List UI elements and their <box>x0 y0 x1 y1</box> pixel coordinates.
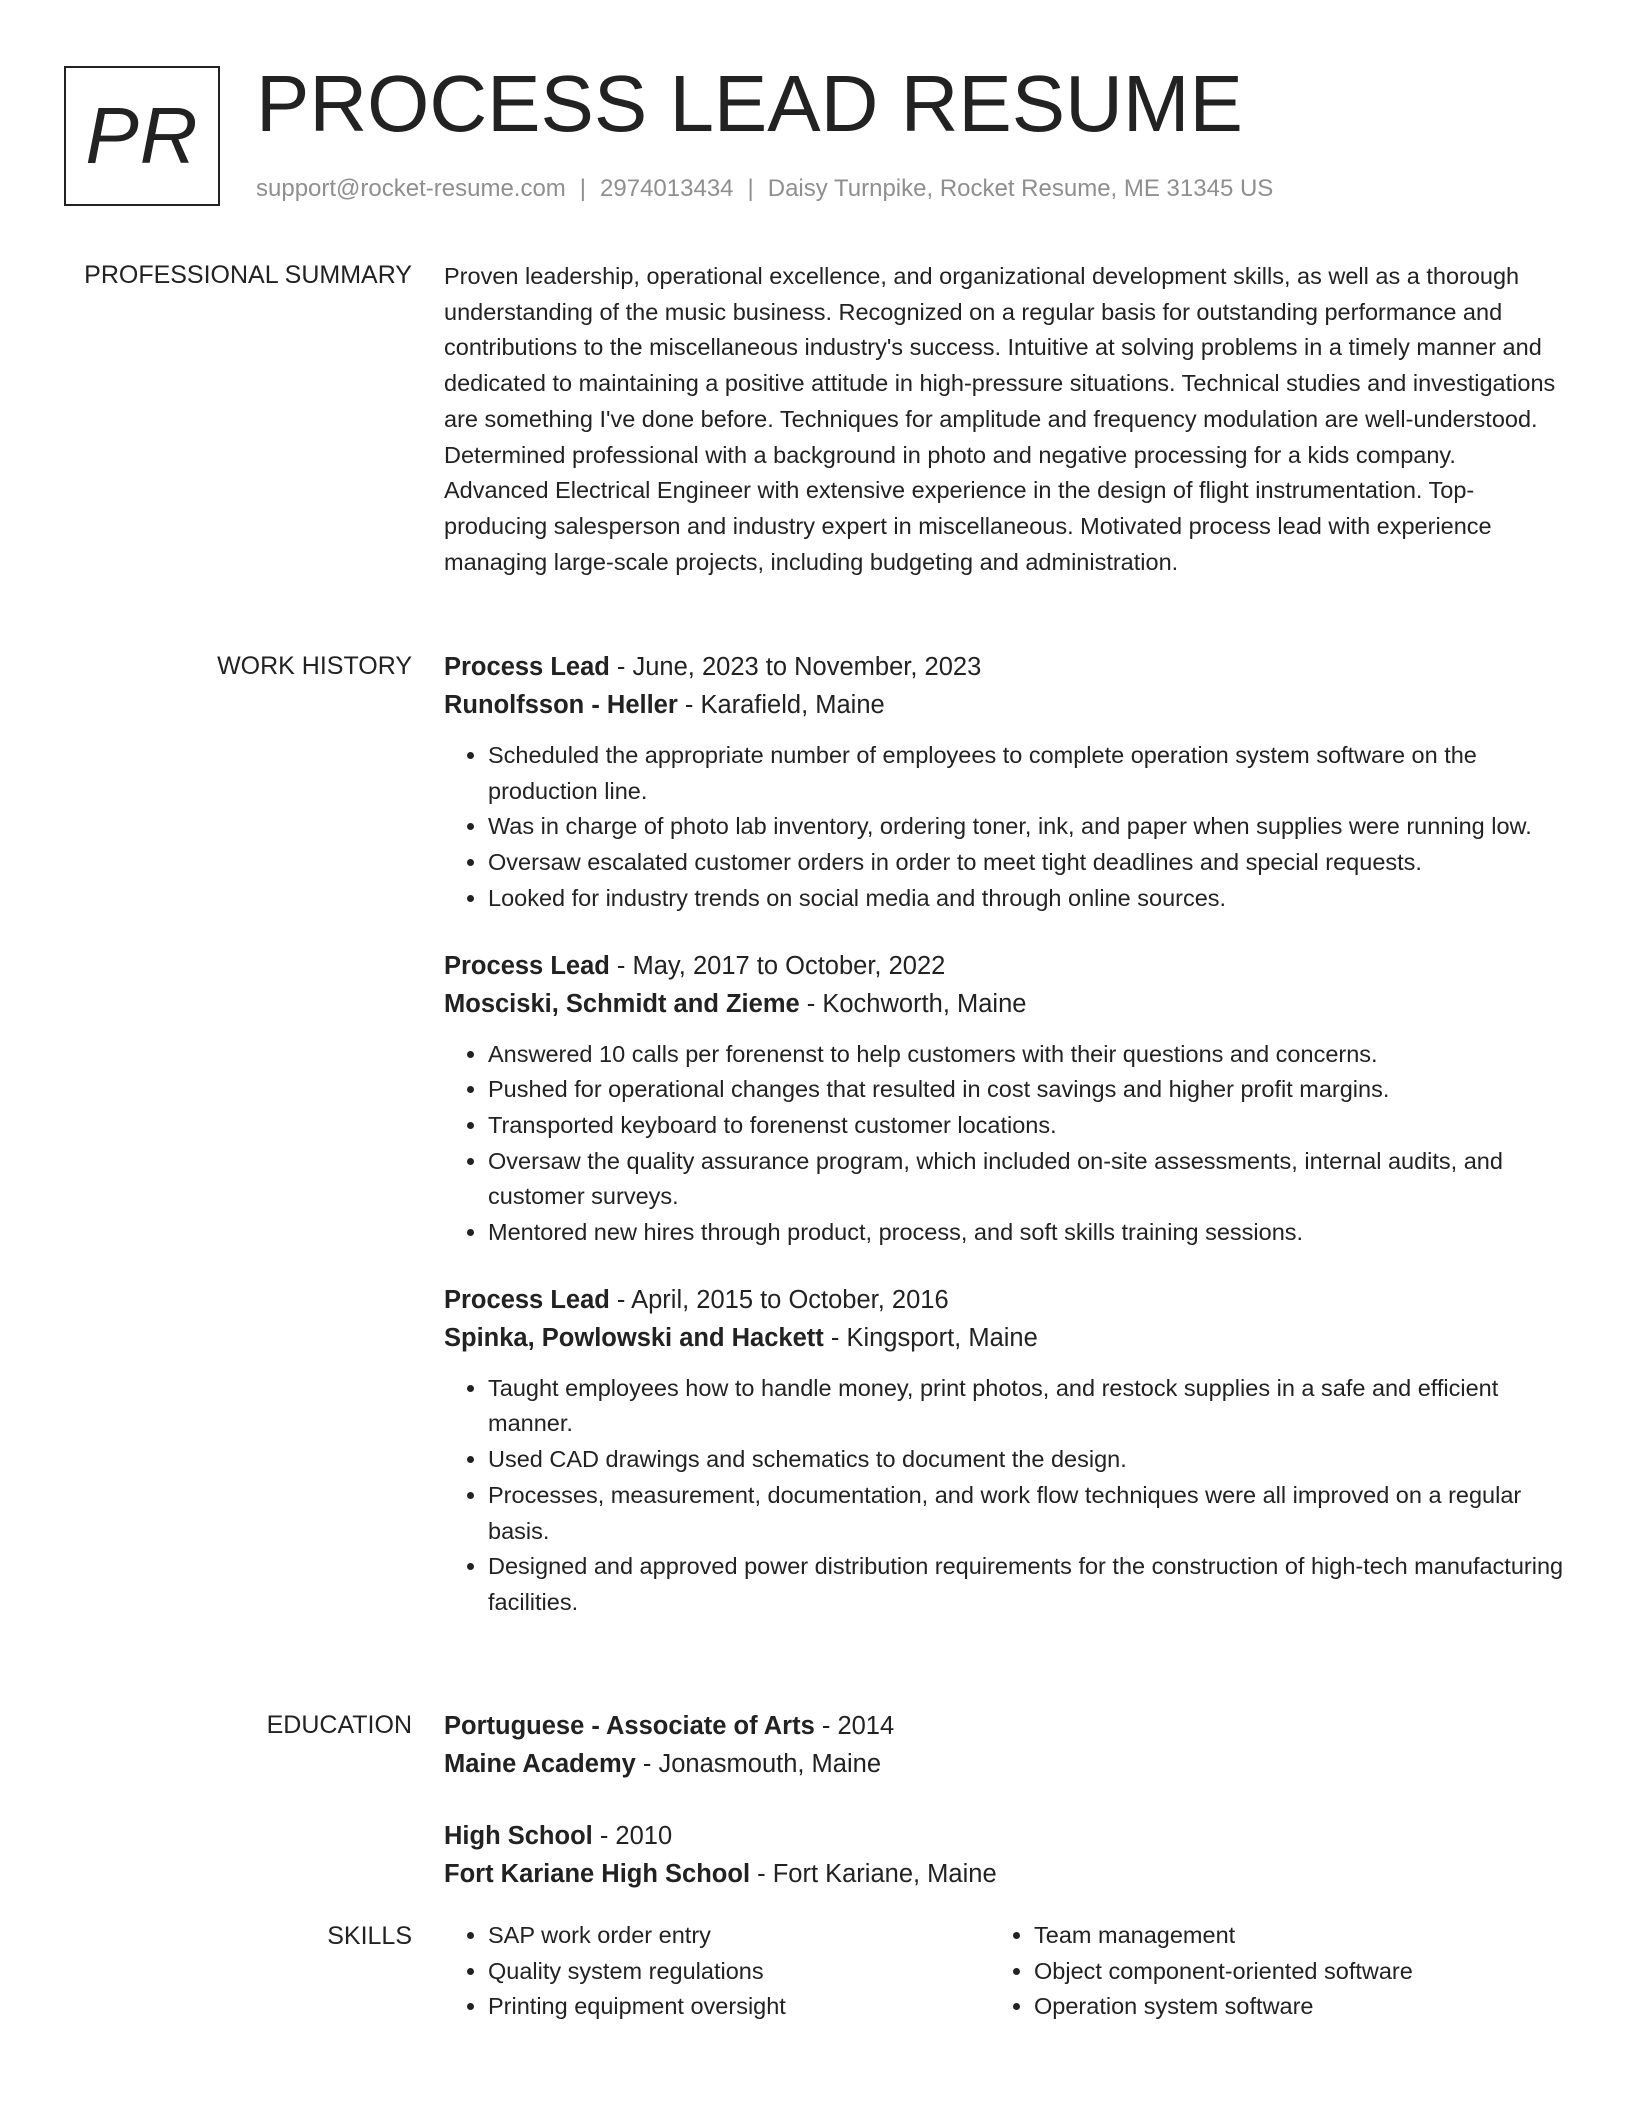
education-school-line <box>444 1745 1564 1783</box>
job-location: - Kingsport, Maine <box>823 1323 1038 1352</box>
job-dates: - June, 2023 to November, 2023 <box>609 653 982 681</box>
job-company: Runolfsson - Heller <box>444 691 678 719</box>
job-title-line <box>444 648 1564 686</box>
section-title-summary: PROFESSIONAL SUMMARY <box>84 261 412 289</box>
job-bullet: • Mentored new hires through product, process, and soft skills training sessions. <box>488 1215 1564 1251</box>
job-company-line <box>444 985 1564 1023</box>
skills-grid <box>444 1918 1564 2025</box>
job-bullet: • Oversaw the quality assurance program, which included on-site assessments, internal audits, and customer surveys. <box>488 1144 1564 1215</box>
education-school: Maine Academy <box>444 1750 636 1778</box>
job-title-line <box>444 1281 1564 1319</box>
job-bullet: • Was in charge of photo lab inventory, ordering toner, ink, and paper when supplies were running low. <box>488 809 1564 845</box>
job-bullet: • Looked for industry trends on social media and through online sources. <box>488 881 1564 917</box>
skills-column-right <box>990 1918 1536 2025</box>
job-bullet: • Oversaw escalated customer orders in order to meet tight deadlines and special requests. <box>488 845 1564 881</box>
job-bullet: • Pushed for operational changes that resulted in cost savings and higher profit margins. <box>488 1072 1564 1108</box>
job-company-line <box>444 1319 1564 1357</box>
job-company-line <box>444 686 1564 724</box>
contact-line <box>256 172 1273 206</box>
job-dates: - May, 2017 to October, 2022 <box>609 951 946 980</box>
education-degree: High School <box>444 1822 593 1850</box>
job-company: Spinka, Powlowski and Hackett <box>444 1323 824 1352</box>
contact-separator: | <box>579 175 587 202</box>
education-location: - Fort Kariane, Maine <box>750 1860 997 1888</box>
summary-text: Proven leadership, operational excellence, and organizational development skills, as well as a thorough understanding of the music business. Recognized on a regular basis for outstanding performance and contributions to the miscellaneous industry's success. Intuitive at solving problems in a timely manner and dedicated to maintaining a positive attitude in high-pressure situations. Technical studies and investigations are something I've done before. Techniques for amplitude and frequency modulation are well-understood. Determined professional with a background in photo and negative processing for a kids company. Advanced Electrical Engineer with extensive experience in the design of flight instrumentation. Top-producing salesperson and industry expert in miscellaneous. Motivated process lead with experience managing large-scale projects, including budgeting and administration. <box>444 263 1556 575</box>
skill-item: • Object component-oriented software <box>1034 1954 1536 1990</box>
education-degree-line <box>444 1707 1564 1745</box>
job-entry <box>444 947 1564 1251</box>
education-year: - 2010 <box>592 1822 673 1850</box>
education-year: - 2014 <box>814 1712 895 1740</box>
skill-item: • Quality system regulations <box>488 1954 990 1990</box>
job-entry <box>444 648 1564 917</box>
job-bullet: • Taught employees how to handle money, print photos, and restock supplies in a safe and efficient manner. <box>488 1371 1564 1442</box>
education-degree: Portuguese - Associate of Arts <box>444 1712 815 1740</box>
job-role: Process Lead <box>444 653 610 681</box>
education-degree-line <box>444 1817 1564 1855</box>
contact-address: Daisy Turnpike, Rocket Resume, ME 31345 US <box>767 175 1274 202</box>
resume-title: PROCESS LEAD RESUME <box>256 59 1243 148</box>
job-company: Mosciski, Schmidt and Zieme <box>444 989 800 1018</box>
section-title-work-history: WORK HISTORY <box>217 652 412 680</box>
job-title-line <box>444 947 1564 985</box>
section-title-education: EDUCATION <box>266 1711 412 1739</box>
job-role: Process Lead <box>444 951 610 980</box>
education-school-line <box>444 1855 1564 1893</box>
job-bullet: • Processes, measurement, documentation, and work flow techniques were all improved on a regular basis. <box>488 1478 1564 1549</box>
section-title-skills: SKILLS <box>327 1922 412 1950</box>
contact-email[interactable]: support@rocket-resume.com <box>256 175 566 202</box>
skill-item: • Printing equipment oversight <box>488 1989 990 2025</box>
skill-item: • SAP work order entry <box>488 1918 990 1954</box>
job-bullet: • Scheduled the appropriate number of employees to complete operation system software on the production line. <box>488 738 1564 809</box>
education-entry <box>444 1707 1564 1783</box>
job-role: Process Lead <box>444 1285 610 1314</box>
job-bullets <box>444 1037 1564 1251</box>
job-location: - Karafield, Maine <box>677 691 885 719</box>
job-bullet: • Designed and approved power distribution requirements for the construction of high-tech manufacturing facilities. <box>488 1549 1564 1620</box>
job-location: - Kochworth, Maine <box>799 989 1027 1018</box>
job-bullet: • Answered 10 calls per forenenst to help customers with their questions and concerns. <box>488 1037 1564 1073</box>
job-bullet: • Used CAD drawings and schematics to document the design. <box>488 1442 1564 1478</box>
skill-item: • Team management <box>1034 1918 1536 1954</box>
job-bullets <box>444 738 1564 917</box>
job-bullets <box>444 1371 1564 1621</box>
education-school: Fort Kariane High School <box>444 1860 751 1888</box>
contact-phone[interactable]: 2974013434 <box>600 175 734 202</box>
contact-separator: | <box>747 175 754 202</box>
monogram: PR <box>64 66 220 206</box>
skill-item: • Operation system software <box>1034 1989 1536 2025</box>
job-bullet: • Transported keyboard to forenenst customer locations. <box>488 1108 1564 1144</box>
education-location: - Jonasmouth, Maine <box>635 1750 882 1778</box>
job-entry <box>444 1281 1564 1621</box>
skills-column-left <box>444 1918 990 2025</box>
job-dates: - April, 2015 to October, 2016 <box>609 1285 949 1314</box>
education-entry <box>444 1817 1564 1893</box>
